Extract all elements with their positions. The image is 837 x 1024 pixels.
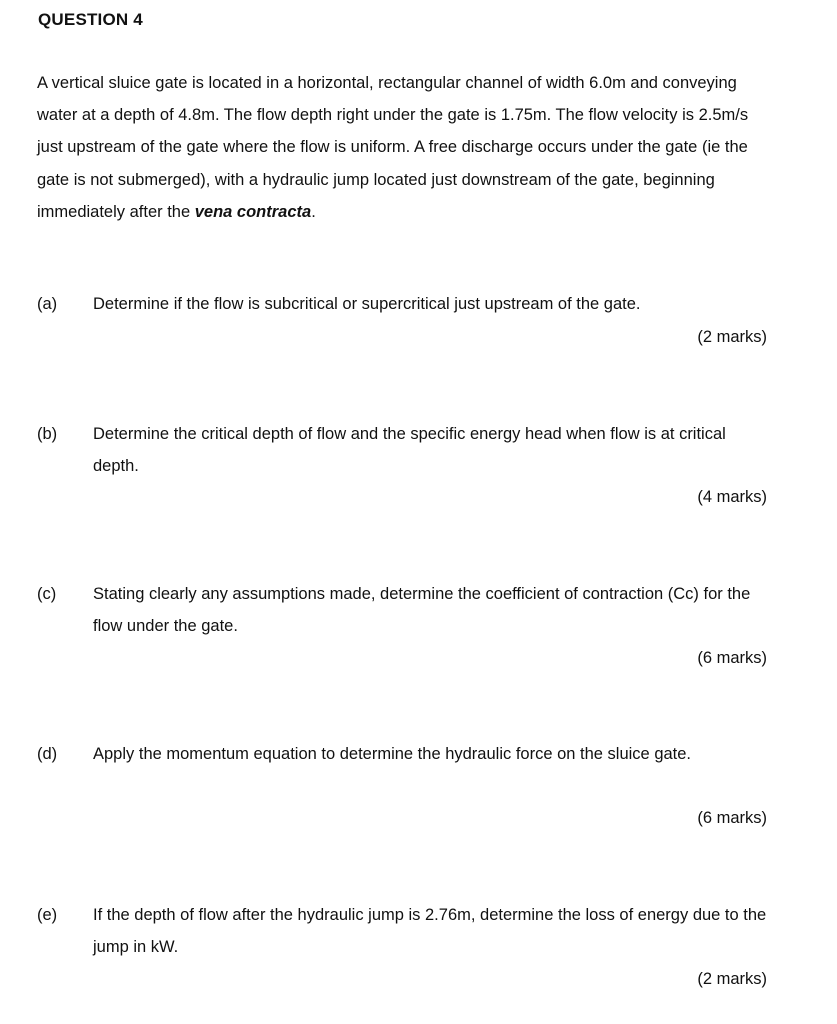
marks-e: (2 marks) bbox=[697, 970, 767, 988]
subquestion-label: (a) bbox=[37, 295, 58, 313]
question-intro bbox=[37, 67, 777, 228]
subquestion-text: Apply the momentum equation to determine the hydraulic force on the sluice gate. bbox=[93, 745, 692, 763]
marks-b: (4 marks) bbox=[697, 488, 767, 506]
question-title: QUESTION 4 bbox=[38, 10, 143, 29]
subquestion-text: Stating clearly any assumptions made, determine the coefficient of contraction (Cc) for the flow under the gate. bbox=[93, 585, 751, 636]
intro-text-end: . bbox=[311, 202, 316, 221]
intro-emphasis: vena contracta bbox=[194, 202, 312, 221]
subquestion-text: If the depth of flow after the hydraulic jump is 2.76m, determine the loss of energy due to the jump in kW. bbox=[93, 906, 767, 957]
marks-d: (6 marks) bbox=[697, 809, 767, 827]
marks-c: (6 marks) bbox=[697, 649, 767, 667]
subquestion-label: (c) bbox=[37, 585, 57, 603]
subquestion-label: (e) bbox=[37, 906, 58, 924]
subquestion-label: (b) bbox=[37, 425, 58, 443]
subquestion-label: (d) bbox=[37, 745, 58, 763]
subquestion-text: Determine the critical depth of flow and the specific energy head when flow is at critical depth. bbox=[93, 425, 726, 476]
intro-text: A vertical sluice gate is located in a horizontal, rectangular channel of width 6.0m and conveying water at a depth of 4.8m. The flow depth right under the gate is 1.75m. The flow velocity is 2.5m/s just upstream of the gate where the flow is uniform. A free discharge occurs under the gate (ie the gate is not submerged), with a hydraulic jump located just downstream of the gate, beginning immediately after the bbox=[37, 74, 749, 221]
marks-a: (2 marks) bbox=[697, 328, 767, 346]
subquestion-text: Determine if the flow is subcritical or supercritical just upstream of the gate. bbox=[93, 295, 641, 313]
